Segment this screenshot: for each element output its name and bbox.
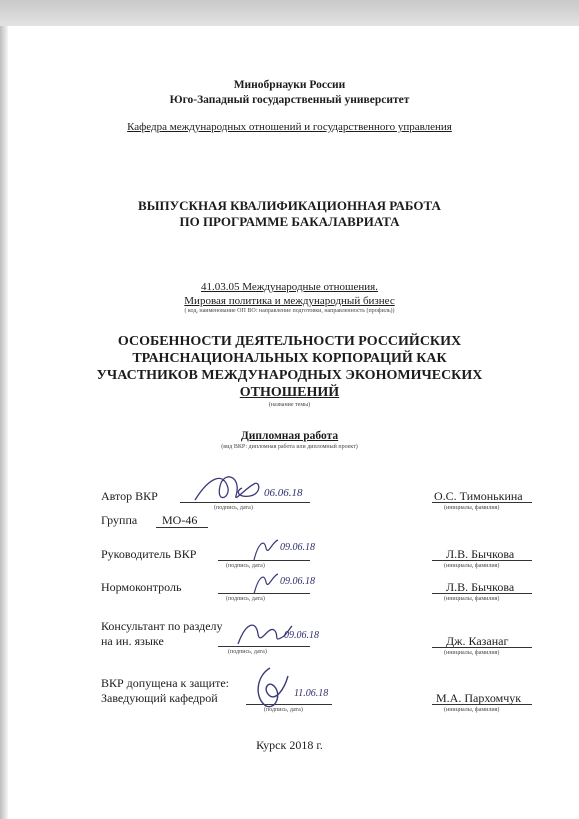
scan-top-band (0, 0, 579, 26)
topic-line-4: ОТНОШЕНИЙ (239, 385, 340, 400)
normcontrol-sign-date: 09.06.18 (280, 576, 315, 587)
program-code: 41.03.05 Международные отношения. (201, 281, 378, 293)
normcontrol-name-caption: (инициалы, фамилия) (444, 596, 500, 602)
doc-type-line2: ПО ПРОГРАММЕ БАКАЛАВРИАТА (179, 214, 400, 229)
head-name-caption: (инициалы, фамилия) (444, 707, 500, 713)
work-kind-caption: (вид ВКР: дипломная работа или дипломный проект) (221, 444, 358, 450)
supervisor-label: Руководитель ВКР (101, 547, 197, 561)
author-label: Автор ВКР (101, 489, 158, 503)
normcontrol-label: Нормоконтроль (101, 580, 182, 594)
head-sign-caption: (подпись, дата) (264, 707, 303, 713)
head-name: М.А. Пархомчук (436, 691, 522, 705)
university-name: Юго-Западный государственный университет (169, 94, 410, 106)
topic-line-2: ТРАНСНАЦИОНАЛЬНЫХ КОРПОРАЦИЙ КАК (132, 351, 447, 366)
author-name-line (432, 502, 532, 503)
supervisor-sign-date: 09.06.18 (280, 542, 315, 553)
consultant-sign-date: 09.06.18 (284, 630, 319, 641)
normcontrol-name: Л.В. Бычкова (446, 580, 515, 594)
supervisor-name-caption: (инициалы, фамилия) (444, 563, 500, 569)
scan-left-shadow (0, 26, 8, 819)
normcontrol-signature (248, 568, 284, 598)
head-label: Заведующий кафедрой (101, 691, 218, 705)
author-sign-caption: (подпись, дата) (214, 505, 253, 511)
consultant-name-line (432, 647, 532, 648)
admitted-label: ВКР допущена к защите: (101, 676, 229, 690)
author-signature (190, 466, 270, 510)
program-profile: Мировая политика и международный бизнес (184, 295, 395, 307)
consultant-sign-caption: (подпись, дата) (228, 649, 267, 655)
work-kind: Дипломная работа (240, 430, 339, 442)
group-label: Группа (101, 513, 138, 527)
city-year: Курск 2018 г. (256, 738, 323, 752)
supervisor-name: Л.В. Бычкова (446, 547, 515, 561)
author-name-caption: (инициалы, фамилия) (444, 505, 500, 511)
head-sign-date: 11.06.18 (294, 688, 329, 699)
ministry-name: Минобрнауки России (233, 79, 346, 91)
supervisor-signature (248, 534, 284, 564)
author-name: О.С. Тимонькина (434, 489, 523, 503)
consultant-name: Дж. Казанаг (446, 634, 509, 648)
program-caption: ( код, наименование ОП ВО: направление подготовки, направленность (профиль)) (184, 308, 395, 314)
consultant-label-1: Консультант по разделу (101, 619, 223, 633)
normcontrol-name-line (432, 593, 532, 594)
supervisor-sign-caption: (подпись, дата) (226, 563, 265, 569)
normcontrol-sign-caption: (подпись, дата) (226, 596, 265, 602)
supervisor-name-line (432, 560, 532, 561)
topic-line-1: ОСОБЕННОСТИ ДЕЯТЕЛЬНОСТИ РОССИЙСКИХ (117, 334, 462, 349)
head-signature (248, 664, 292, 712)
group-value: МО-46 (162, 513, 198, 527)
topic-caption: (название темы) (268, 402, 311, 408)
head-name-line (432, 704, 532, 705)
doc-type-line1: ВЫПУСКНАЯ КВАЛИФИКАЦИОННАЯ РАБОТА (138, 198, 441, 213)
consultant-label-2: на ин. языке (101, 634, 164, 648)
author-sign-date: 06.06.18 (264, 487, 303, 499)
group-line (156, 527, 208, 528)
consultant-name-caption: (инициалы, фамилия) (444, 650, 500, 656)
topic-line-3: УЧАСТНИКОВ МЕЖДУНАРОДНЫХ ЭКОНОМИЧЕСКИХ (96, 368, 483, 383)
department-name: Кафедра международных отношений и государственного управления (127, 121, 452, 133)
